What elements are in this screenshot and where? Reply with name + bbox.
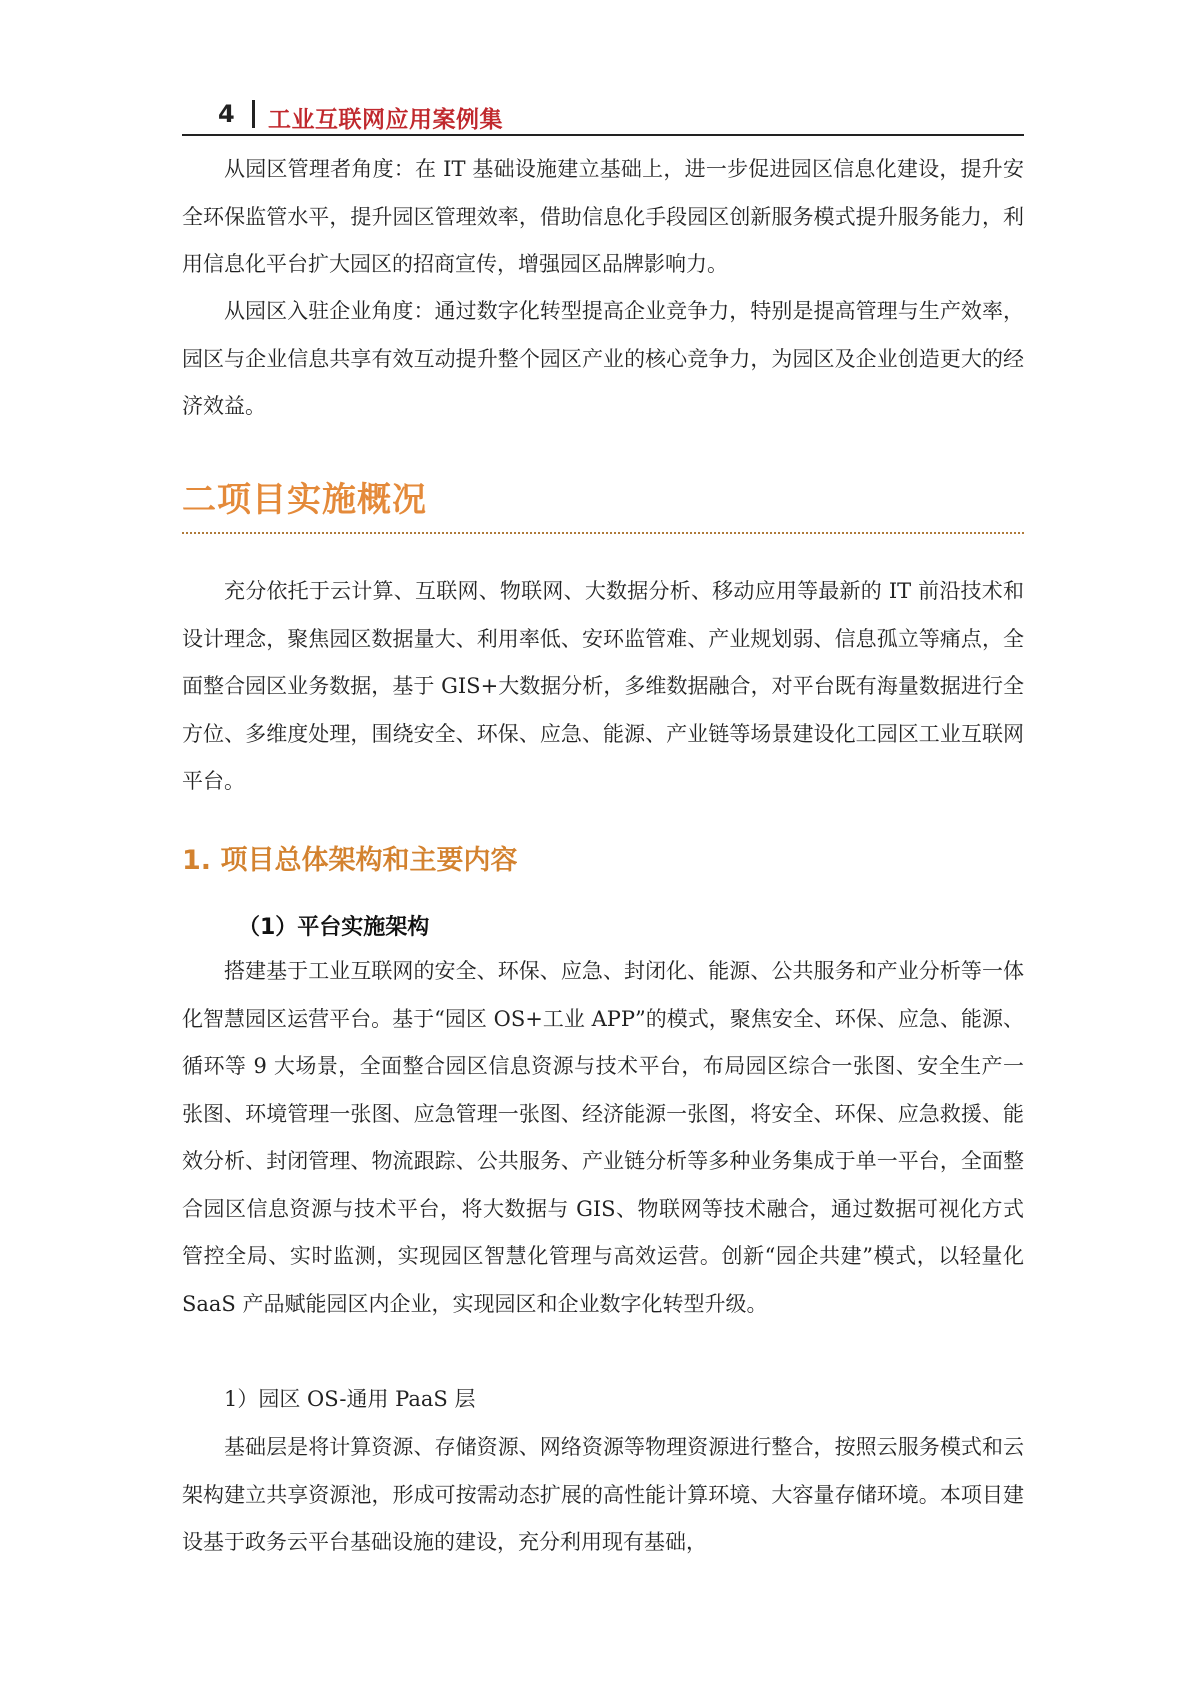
paragraph-park-enterprise: 从园区入驻企业角度：通过数字化转型提高企业竞争力，特别是提高管理与生产效率，园区与企业信息共享有效互动提升整个园区产业的核心竞争力，为园区及企业创造更大的经济效益。 [182,299,1024,418]
subsection-title: 1. 项目总体架构和主要内容 [182,845,518,876]
paragraph-platform-architecture: 搭建基于工业互联网的安全、环保、应急、封闭化、能源、公共服务和产业分析等一体化智慧园区运营平台。基于“园区 OS+工业 APP”的模式，聚焦安全、环保、应急、能源、循环等 9 大场景，全面整合园区信息资源与技术平台，布局园区综合一张图、安全生产一张图、环境管理一张图、应急管理一张图、经济能源一张图，将安全、环保、应急救援、能效分析、封闭管理、物流跟踪、公共服务、产业链分析等多种业务集成于单一平台，全面整合园区信息资源与技术平台，将大数据与 GIS、物联网等技术融合，通过数据可视化方式管控全局、实时监测，实现园区智慧化管理与高效运营。创新“园企共建”模式，以轻量化 SaaS 产品赋能园区内企业，实现园区和企业数字化转型升级。 [182,959,1024,1316]
subsubsection-title: （1）平台实施架构 [238,915,430,940]
section-divider [182,532,1024,534]
paragraph-park-manager: 从园区管理者角度：在 IT 基础设施建立基础上，进一步促进园区信息化建设，提升安全环保监管水平，提升园区管理效率，借助信息化手段园区创新服务模式提升服务能力，利用信息化平台扩大园区的招商宣传，增强园区品牌影响力。 [182,157,1024,276]
header-divider [252,100,255,128]
paragraph-base-layer: 基础层是将计算资源、存储资源、网络资源等物理资源进行整合，按照云服务模式和云架构建立共享资源池，形成可按需动态扩展的高性能计算环境、大容量存储环境。本项目建设基于政务云平台基础设施的建设，充分利用现有基础， [182,1435,1024,1554]
page-header [182,98,1024,136]
list-item-paas-layer: 1）园区 OS-通用 PaaS 层 [224,1387,476,1411]
section-title: 二项目实施概况 [182,480,427,520]
publication-title: 工业互联网应用案例集 [268,107,503,133]
page-number: 4 [218,100,235,128]
paragraph-section-intro: 充分依托于云计算、互联网、物联网、大数据分析、移动应用等最新的 IT 前沿技术和设计理念，聚焦园区数据量大、利用率低、安环监管难、产业规划弱、信息孤立等痛点，全面整合园区业务数据，基于 GIS+大数据分析，多维数据融合，对平台既有海量数据进行全方位、多维度处理，围绕安全、环保、应急、能源、产业链等场景建设化工园区工业互联网平台。 [182,579,1024,793]
